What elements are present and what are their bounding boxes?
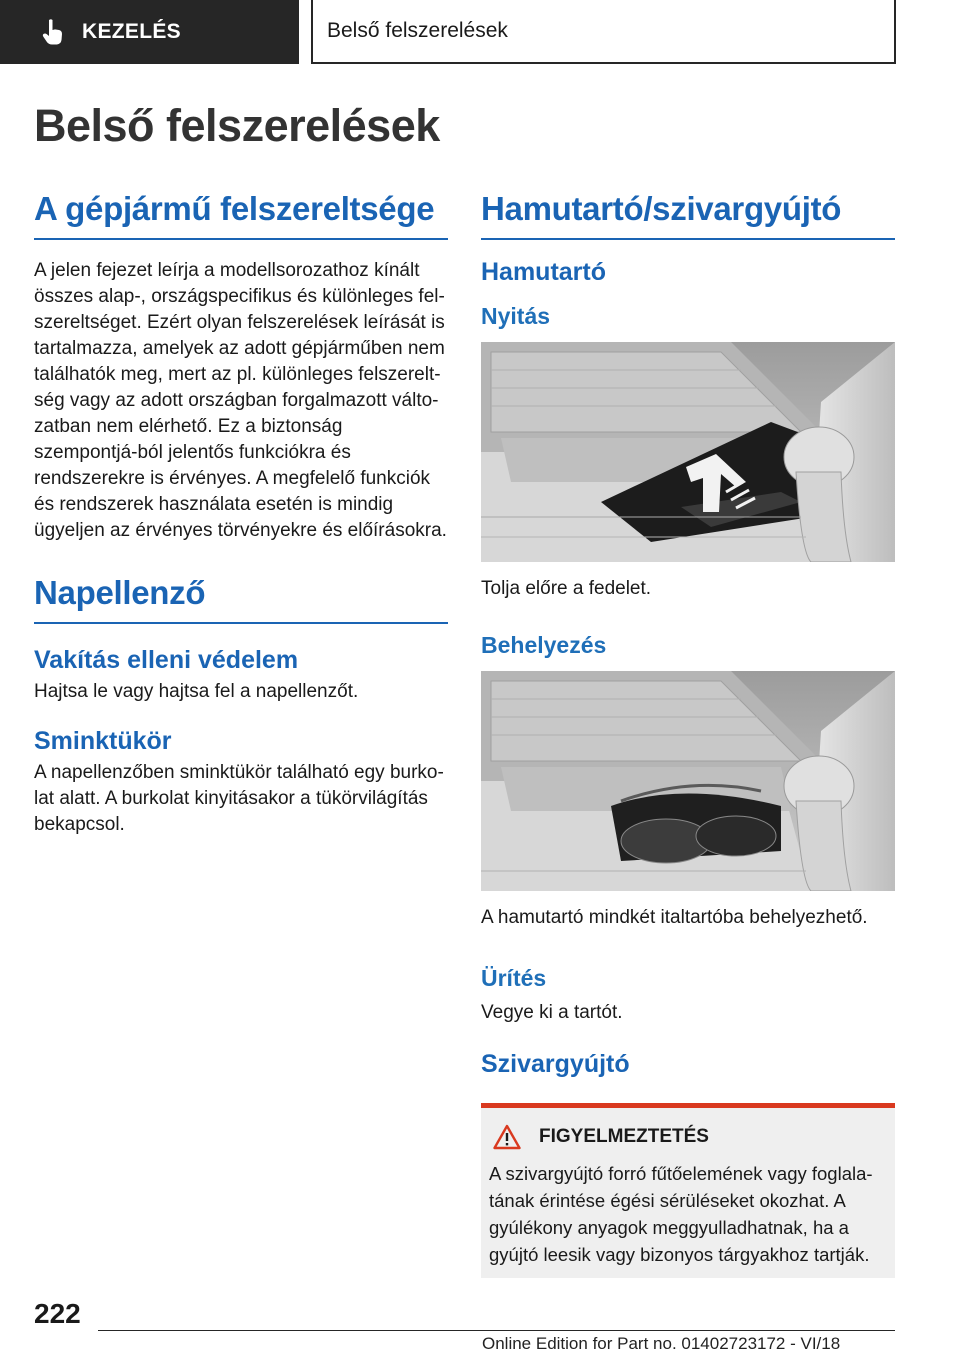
section-tab bbox=[0, 0, 299, 64]
warning-text: A szivargyújtó forró fűtőelemének vagy foglala-tának érintése égési sérüléseket okozhat. A gyúlékony anyagok meggyulladhatnak, ha a gyújtó leesik vagy bizonyos tárgyakhoz tartják. bbox=[489, 1163, 873, 1265]
heading-sun-visor: Napellenző bbox=[34, 574, 448, 624]
breadcrumb bbox=[311, 0, 896, 64]
warning-title: FIGYELMEZTETÉS bbox=[539, 1126, 709, 1147]
section-tab-label: KEZELÉS bbox=[82, 20, 181, 43]
ashtray-open-illustration bbox=[481, 342, 895, 562]
heading-vanity-mirror: Sminktükör bbox=[34, 727, 172, 755]
left-column bbox=[34, 190, 448, 838]
warning-header bbox=[489, 1124, 887, 1150]
breadcrumb-label: Belső felszerelések bbox=[327, 19, 508, 42]
paragraph-vanity-mirror: A napellenzőben sminktükör található egy burko-lat alatt. A burkolat kinyitásakor a tükörvilágítás bekapcsol. bbox=[34, 762, 444, 835]
heading-glare-protection: Vakítás elleni védelem bbox=[34, 646, 299, 674]
paragraph-equipment: A jelen fejezet leírja a modellsorozathoz kínált összes alap-, országspecifikus és különleges fel-szereltséget. Ezért olyan felszerelések leírását is tartalmazza, amelyek az adott gépjárműben nem találhatók meg, mert az pl. különleges felszerelt-ség vagy az adott országban forgalmazott válto-zatban nem elérhető. Ez a biztonság szempontjá-ból jelentős funkciókra és rendszerekre is érvényes. A megfelelő funkciók és rendszerek használata esetén is mindig ügyeljen az érvényes törvényekre és előírásokra. bbox=[34, 260, 447, 541]
page-number: 222 bbox=[34, 1298, 81, 1329]
caption-open: Tolja előre a fedelet. bbox=[481, 578, 652, 599]
heading-equipment: A gépjármű felszereltsége bbox=[34, 190, 448, 240]
warning-box bbox=[481, 1103, 895, 1278]
heading-insert: Behelyezés bbox=[481, 632, 607, 658]
ashtray-insert-illustration bbox=[481, 671, 895, 891]
footer-divider bbox=[98, 1330, 895, 1331]
heading-empty: Ürítés bbox=[481, 965, 547, 991]
footer-edition-text: Online Edition for Part no. 01402723172 - VI/18 bbox=[482, 1334, 841, 1353]
right-column bbox=[481, 190, 895, 1278]
warning-triangle-icon bbox=[493, 1124, 521, 1150]
heading-ashtray: Hamutartó bbox=[481, 258, 607, 286]
heading-cigarette-lighter: Szivargyújtó bbox=[481, 1050, 630, 1078]
heading-ashtray-lighter: Hamutartó/szivargyújtó bbox=[481, 190, 895, 240]
heading-open: Nyitás bbox=[481, 303, 551, 329]
footer-edition bbox=[482, 1334, 840, 1354]
page-title: Belső felszerelések bbox=[34, 100, 440, 151]
caption-insert: A hamutartó mindkét italtartóba behelyezhető. bbox=[481, 907, 868, 928]
hand-pointer-icon bbox=[38, 17, 68, 47]
paragraph-glare-protection: Hajtsa le vagy hajtsa fel a napellenzőt. bbox=[34, 681, 359, 702]
paragraph-empty: Vegye ki a tartót. bbox=[481, 1002, 623, 1023]
